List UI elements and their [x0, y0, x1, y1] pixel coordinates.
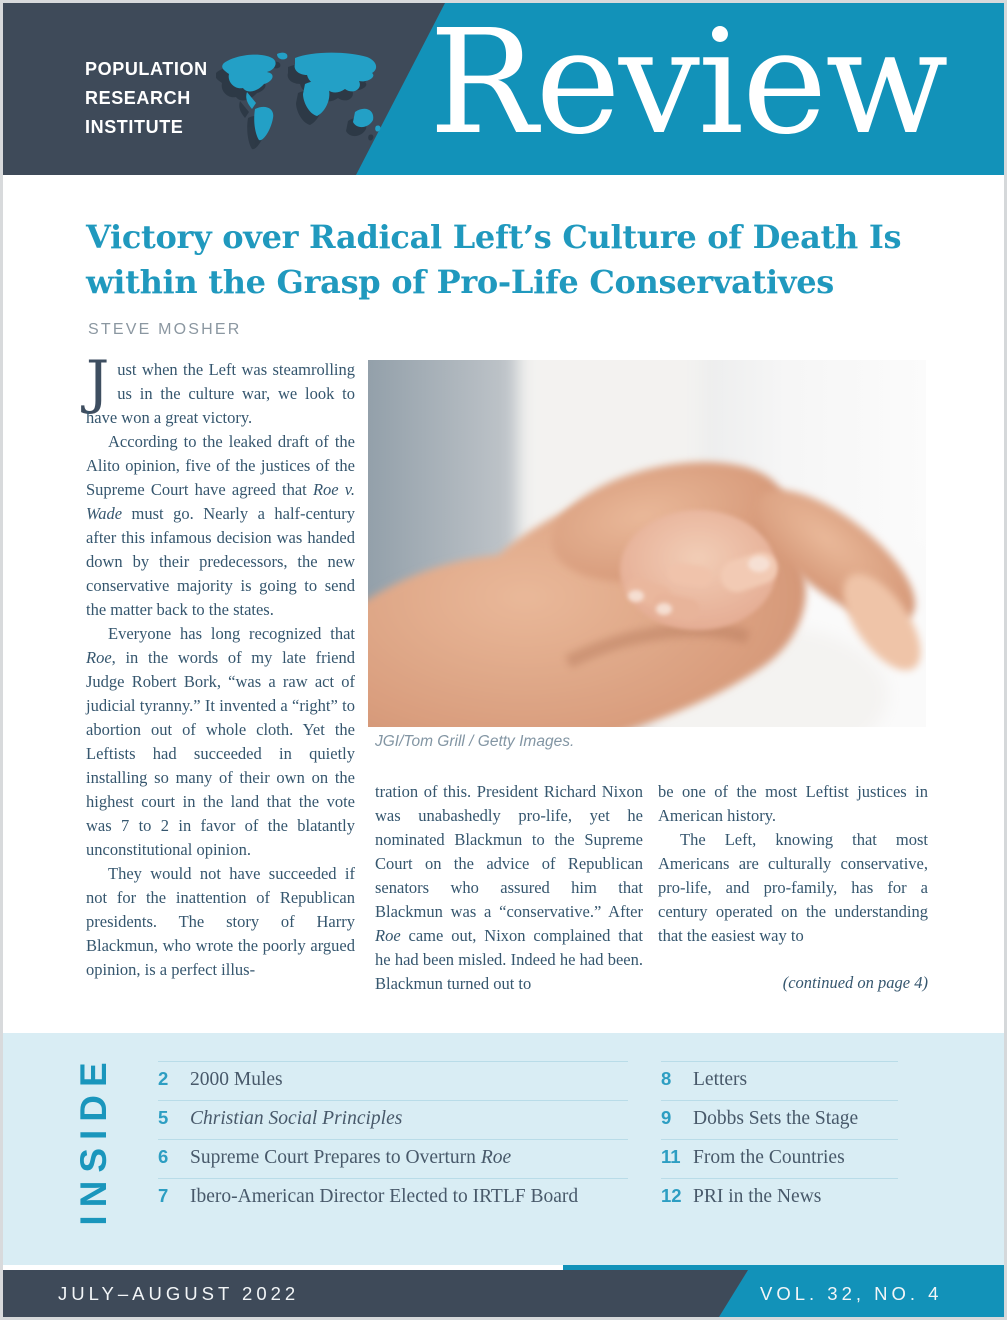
article-column-1: [86, 348, 355, 982]
inside-section: [3, 1033, 1004, 1265]
org-line-3: INSTITUTE: [85, 117, 184, 137]
toc-title: Supreme Court Prepares to Overturn Roe: [190, 1147, 512, 1168]
org-name: [85, 55, 208, 142]
toc-item: [158, 1178, 628, 1217]
toc-left-column: [158, 1061, 628, 1217]
paragraph: tration of this. President Richard Nixon was unabashedly pro-life, yet he nominated Blackmun to the Supreme Court on the advice of Republican senators who assured him that Blackmun was a “conservative.” After Roe came out, Nixon complained that he had been misled. Indeed he had been. Blackmun turned out to: [375, 782, 643, 993]
toc-item: [661, 1061, 898, 1100]
toc-title: Dobbs Sets the Stage: [693, 1108, 859, 1129]
toc-page-number: 11: [661, 1146, 681, 1167]
photo-caption: JGI/Tom Grill / Getty Images.: [375, 733, 575, 750]
article-column-3: [658, 780, 928, 995]
toc-page-number: 7: [158, 1185, 169, 1206]
org-line-2: RESEARCH: [85, 88, 191, 108]
headline-line-1: Victory over Radical Left’s Culture of Death Is: [86, 218, 902, 256]
issue-date: JULY–AUGUST 2022: [58, 1282, 300, 1304]
toc-page-number: 8: [661, 1068, 672, 1089]
toc-title: PRI in the News: [693, 1186, 822, 1207]
toc-title: Christian Social Principles: [190, 1108, 403, 1129]
toc-page-number: 12: [661, 1185, 682, 1206]
toc-page-number: 5: [158, 1107, 169, 1128]
inside-label: INSIDE: [73, 1054, 114, 1226]
org-line-1: POPULATION: [85, 59, 208, 79]
toc-item: [661, 1178, 898, 1217]
toc-page-number: 9: [661, 1107, 672, 1128]
article-column-2: [375, 780, 643, 996]
toc-item: [158, 1061, 628, 1100]
volume-number: VOL. 32, NO. 4: [760, 1282, 943, 1304]
toc-title: 2000 Mules: [190, 1069, 283, 1090]
toc-item: [158, 1100, 628, 1139]
toc-title: Ibero-American Director Elected to IRTLF Board: [190, 1186, 579, 1207]
drop-cap: J: [86, 348, 110, 416]
toc-title: Letters: [693, 1069, 748, 1090]
toc-item: [661, 1100, 898, 1139]
toc-item: [158, 1139, 628, 1178]
article-photo: [368, 360, 926, 727]
paragraph: [86, 348, 355, 430]
publication-title: Review: [429, 3, 947, 166]
masthead: [3, 3, 1004, 175]
paragraph: Everyone has long recognized that Roe, in the words of my late friend Judge Robert Bork, “was a raw act of judicial tyranny.” It invented a “right” to abortion out of whole cloth. Yet the Leftists had succeeded in quietly installing so many of their own on the highest court in the land that the vote was 7 to 2 in favor of the blatantly unconstitutional opinion.: [86, 624, 355, 859]
headline-line-2: within the Grasp of Pro-Life Conservatives: [86, 263, 834, 301]
paragraph: be one of the most Leftist justices in American history.: [658, 782, 928, 825]
toc-page-number: 2: [158, 1068, 169, 1089]
footer: [3, 1265, 1004, 1317]
toc-item: [661, 1139, 898, 1178]
continued-note: (continued on page 4): [782, 973, 928, 992]
toc-right-column: [661, 1061, 898, 1217]
byline: STEVE MOSHER: [88, 321, 242, 338]
paragraph: They would not have succeeded if not for the inattention of Republican presidents. The story of Harry Blackmun, who wrote the poorly argued opinion, is a perfect illus-: [86, 864, 355, 979]
toc-title: From the Countries: [693, 1147, 845, 1168]
paragraph: According to the leaked draft of the Alito opinion, five of the justices of the Supreme Court have agreed that Roe v. Wade must go. Nearly a half-century after this infamous decision was handed down by their predecessors, the new conservative majority is going to send the matter back to the states.: [86, 432, 355, 619]
paragraph-text: ust when the Left was steamrolling us in the culture war, we look to have won a great victory.: [86, 360, 355, 427]
world-map-icon: [216, 49, 384, 153]
toc-page-number: 6: [158, 1146, 169, 1167]
paragraph: The Left, knowing that most Americans are culturally conservative, pro-life, and pro-family, has for a century operated on the understanding that the easiest way to: [658, 830, 928, 945]
footer-band: [3, 1270, 1004, 1317]
article-headline: [86, 215, 901, 305]
